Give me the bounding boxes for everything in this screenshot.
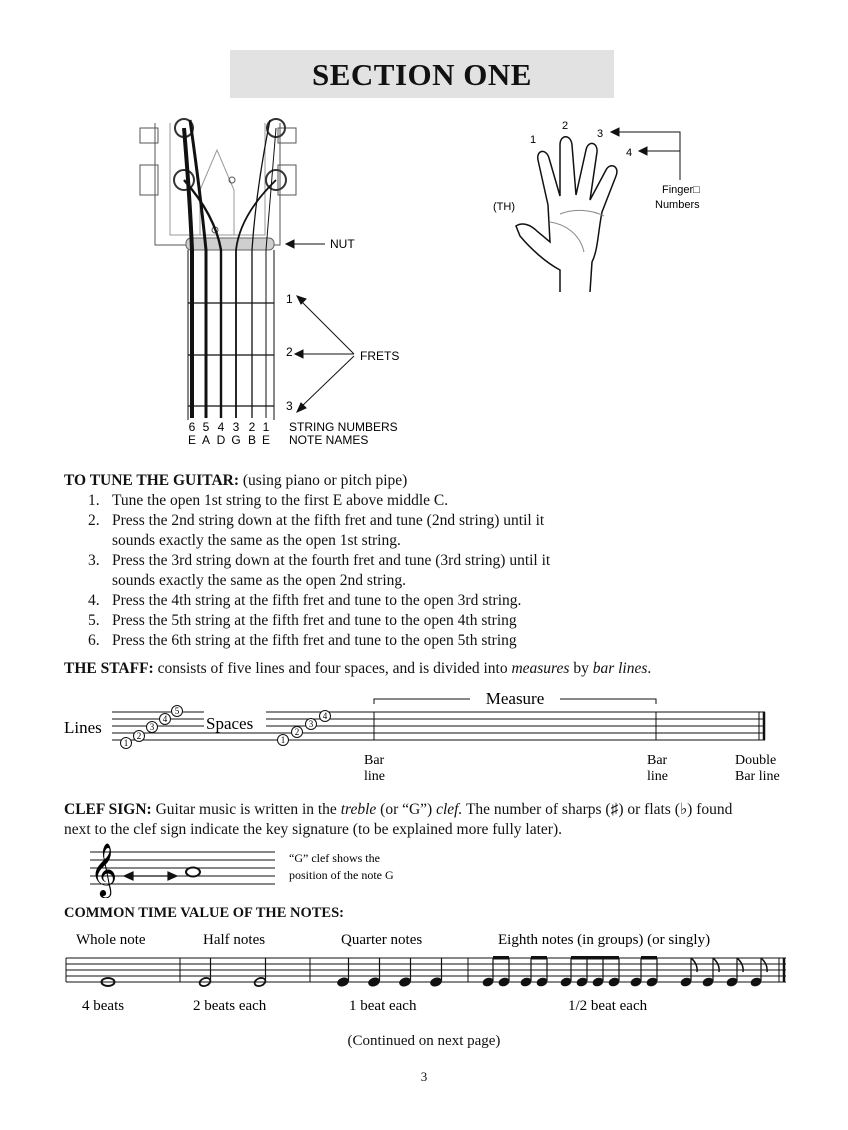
beat-label-whole: 4 beats	[82, 998, 125, 1014]
bar-line-label-1-word1: Bar	[364, 753, 385, 768]
finger-number-3: 3	[597, 128, 604, 140]
note-label-half: Half notes	[203, 932, 266, 948]
quarter-notes	[337, 958, 443, 987]
note-name: A	[201, 433, 211, 447]
guitar-arrows	[286, 240, 354, 412]
treble-clef-icon: 𝄞	[90, 844, 118, 895]
double-arrow-icon	[124, 872, 177, 880]
bar-line-label-2-word1: Bar	[647, 753, 668, 768]
continued-note: (Continued on next page)	[347, 1033, 501, 1049]
beat-label-quarter: 1 beat each	[349, 998, 417, 1014]
string-numbers-label: STRING NUMBERS	[289, 420, 398, 434]
double-bar-label-word1: Double	[735, 753, 777, 768]
note-name: E	[187, 433, 197, 447]
section-title-box	[230, 50, 614, 98]
tuning-step: 2. Press the 2nd string down at the fifth fret and tune (2nd string) until it sounds exactly the same as the open 1st string.	[88, 512, 545, 549]
clef-paragraph: CLEF SIGN: Guitar music is written in the treble (or “G”) clef. The number of sharps (♯) or flats (♭) found next to the clef sign indicate the key signature (to be explained more fully later).	[64, 801, 733, 838]
guitar-strings	[184, 120, 276, 418]
eighth-notes-grouped	[482, 956, 658, 987]
eighth-notes-single	[680, 958, 767, 987]
tuning-step: 3. Press the 3rd string down at the fourth fret and tune (3rd string) until it sounds exactly the same as the open 2nd string.	[88, 552, 551, 589]
clef-staff-lines	[90, 852, 275, 884]
svg-text:5: 5	[174, 706, 180, 716]
nut	[186, 238, 274, 250]
tuning-step: 4. Press the 4th string at the fifth fret and tune to the open 3rd string.	[88, 592, 522, 609]
beat-label-half: 2 beats each	[193, 998, 267, 1014]
tuning-heading-line	[64, 471, 824, 491]
svg-text:2: 2	[136, 731, 142, 741]
double-bar-label-word2: Bar line	[735, 769, 780, 784]
page-number: 3	[420, 1069, 428, 1084]
note-label-quarter: Quarter notes	[341, 932, 423, 948]
tuning-heading: TO TUNE THE GUITAR:	[64, 472, 239, 489]
whole-note-g	[186, 868, 200, 877]
frets-label: FRETS	[360, 349, 400, 363]
hand-outline	[516, 137, 617, 292]
fret-number-3: 3	[286, 399, 293, 413]
string-3	[236, 180, 276, 418]
note-names-label: NOTE NAMES	[289, 433, 369, 447]
svg-text:3: 3	[149, 722, 155, 732]
string-number: 4	[217, 420, 225, 434]
note-label-whole: Whole note	[76, 932, 146, 948]
bar-line-label-2-word2: line	[647, 769, 668, 784]
staff-paragraph: THE STAFF: consists of five lines and four spaces, and is divided into measures by bar lines.	[64, 660, 652, 677]
tuning-step: 5. Press the 5th string at the fifth fret and tune to the open 4th string	[88, 612, 517, 629]
thumb-label: (TH)	[493, 201, 515, 213]
tuning-subheading: (using piano or pitch pipe)	[239, 472, 408, 489]
beat-label-eighth: 1/2 beat each	[568, 998, 648, 1014]
string-number: 1	[262, 420, 270, 434]
clef-caption-line2: position of the note G	[289, 868, 394, 882]
fretboard	[188, 250, 274, 420]
tuning-steps	[64, 491, 824, 651]
tuning-step: 6. Press the 6th string at the fifth fret and tune to the open 5th string	[88, 632, 517, 649]
hand-diagram	[480, 112, 740, 297]
fret-number-2: 2	[286, 345, 293, 359]
bar-line-label-1-word2: line	[364, 769, 385, 784]
staff-heading: THE STAFF:	[64, 660, 154, 677]
finger-numbers-label-line1: Finger□	[662, 184, 700, 196]
string-number: 5	[202, 420, 210, 434]
svg-text:2: 2	[294, 727, 300, 737]
time-values-diagram	[60, 926, 795, 1018]
measure-label: Measure	[485, 689, 545, 708]
finger-numbers-label-line2: Numbers	[655, 199, 700, 211]
section-title: SECTION ONE	[312, 57, 532, 92]
note-name: G	[231, 433, 241, 447]
headstock	[140, 119, 296, 245]
string-number: 6	[188, 420, 196, 434]
note-name: D	[216, 433, 226, 447]
note-name: B	[247, 433, 257, 447]
svg-text:4: 4	[162, 714, 168, 724]
note-names	[188, 433, 270, 447]
svg-text:1: 1	[123, 738, 129, 748]
finger-number-1: 1	[530, 134, 537, 146]
string-numbers	[189, 420, 270, 434]
nut-label: NUT	[330, 237, 355, 251]
finger-arrows	[611, 128, 680, 180]
half-notes	[199, 958, 267, 987]
time-values-heading: COMMON TIME VALUE OF THE NOTES:	[64, 905, 344, 921]
svg-text:3: 3	[308, 719, 314, 729]
string-number: 3	[232, 420, 240, 434]
note-label-eighth: Eighth notes (in groups) (or singly)	[498, 932, 711, 948]
svg-text:4: 4	[322, 711, 328, 721]
finger-number-4: 4	[626, 147, 633, 159]
tuning-step: 1. Tune the open 1st string to the first E above middle C.	[88, 492, 449, 509]
clef-diagram	[85, 838, 435, 898]
staff-diagram	[60, 686, 800, 786]
clef-heading: CLEF SIGN:	[64, 801, 152, 818]
spaces-label: Spaces	[206, 714, 254, 733]
string-2	[252, 120, 270, 418]
time-staff-lines	[66, 958, 786, 982]
note-name: E	[261, 433, 271, 447]
clef-caption-line1: “G” clef shows the	[289, 851, 380, 865]
string-number: 2	[248, 420, 256, 434]
guitar-neck-diagram	[110, 118, 440, 448]
fret-number-1: 1	[286, 292, 293, 306]
lines-label: Lines	[64, 718, 102, 737]
svg-text:1: 1	[280, 735, 286, 745]
finger-number-2: 2	[562, 120, 569, 132]
